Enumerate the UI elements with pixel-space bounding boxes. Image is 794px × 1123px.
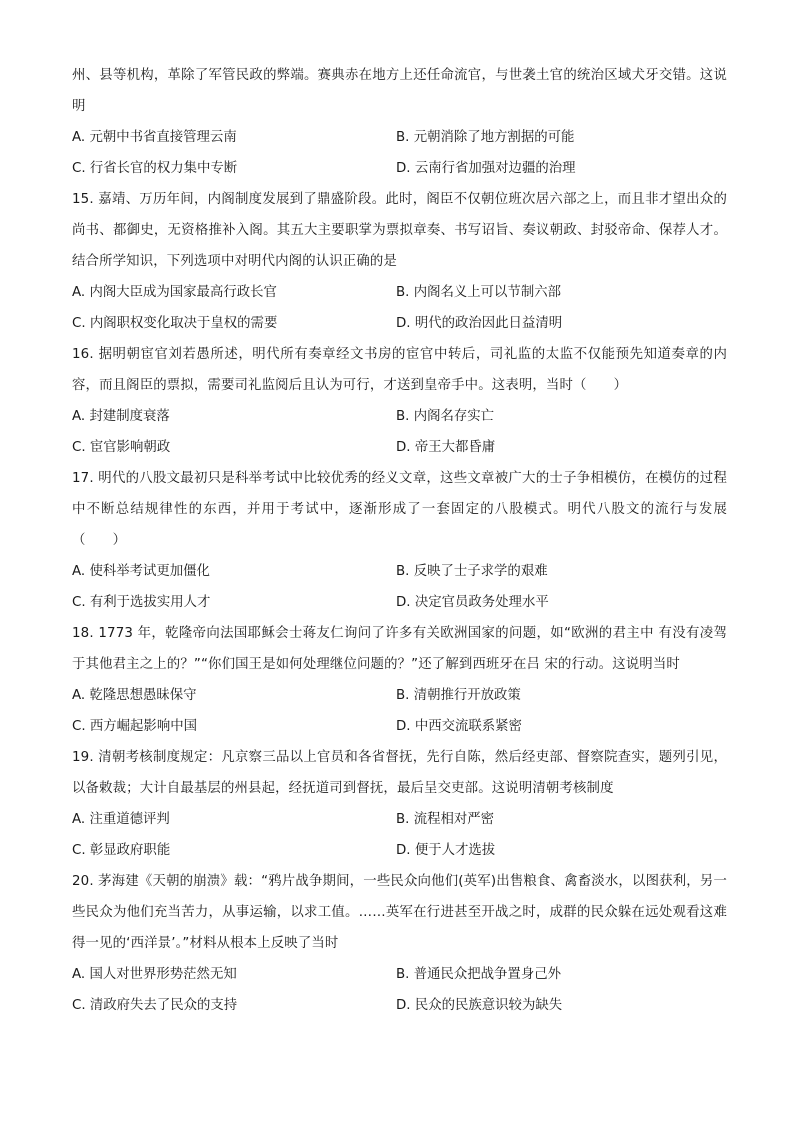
option-a[interactable]: A. 封建制度衰落 [72,409,170,424]
option-c[interactable]: C. 内阁职权变化取决于皇权的需要 [72,316,278,331]
option-c[interactable]: C. 彰显政府职能 [72,843,171,858]
option-d[interactable]: D. 明代的政治因此日益清明 [396,316,563,331]
option-d[interactable]: D. 民众的民族意识较为缺失 [396,998,563,1013]
question-18 [72,618,727,742]
option-b[interactable]: B. 内阁名义上可以节制六部 [396,285,561,300]
option-a[interactable]: A. 国人对世界形势茫然无知 [72,967,237,982]
option-a[interactable]: A. 元朝中书省直接管理云南 [72,130,237,145]
option-d[interactable]: D. 云南行省加强对边疆的治理 [396,161,576,176]
option-b[interactable]: B. 元朝消除了地方割据的可能 [396,130,575,145]
question-stem: 20. 茅海建《天朝的崩溃》载：“鸦片战争期间，一些民众向他们(英军)出售粮食、禽畜淡水，以图获利，另一些民众为他们充当苦力，从事运输，以求工值。……英军在行进甚至开战之时，成群的民众躲在远处观看这难得一见的‘西洋景’。”材料从根本上反映了当时 [72,874,727,951]
option-a[interactable]: A. 使科举考试更加僵化 [72,564,210,579]
question-stem: 18. 1773 年，乾隆帝向法国耶稣会士蒋友仁询问了许多有关欧洲国家的问题，如“欧洲的君主中 有没有凌驾于其他君主之上的？”“你们国王是如何处理继位问题的？”还了解到西班牙在吕 宋的行动。这说明当时 [72,626,727,672]
question-stem: 州、县等机构，革除了军管民政的弊端。赛典赤在地方上还任命流官，与世袭土官的统治区域犬牙交错。这说明 [72,68,727,114]
option-b[interactable]: B. 普通民众把战争置身己外 [396,967,561,982]
question-15 [72,184,727,339]
options-grid [72,959,727,1021]
question-stem: 17. 明代的八股文最初只是科举考试中比较优秀的经义文章，这些文章被广大的士子争相模仿，在模仿的过程中不断总结规律性的东西，并用于考试中，逐渐形成了一套固定的八股模式。明代八股文的流行与发展（ ） [72,471,727,548]
option-c[interactable]: C. 清政府失去了民众的支持 [72,998,238,1013]
option-d[interactable]: D. 帝王大都昏庸 [396,440,496,455]
options-grid [72,401,727,463]
options-grid [72,680,727,742]
option-d[interactable]: D. 决定官员政务处理水平 [396,595,549,610]
question-19 [72,742,727,866]
question-20 [72,866,727,1021]
options-grid [72,556,727,618]
option-c[interactable]: C. 有利于选拔实用人才 [72,595,211,610]
option-d[interactable]: D. 中西交流联系紧密 [396,719,522,734]
option-a[interactable]: A. 乾隆思想愚昧保守 [72,688,197,703]
question-stem: 16. 据明朝宦官刘若愚所述，明代所有奏章经文书房的宦官中转后，司礼监的太监不仅能预先知道奏章的内容，而且阁臣的票拟，需要司礼监阅后且认为可行，才送到皇帝手中。这表明，当时（ ） [72,347,727,393]
option-d[interactable]: D. 便于人才选拔 [396,843,496,858]
question-17 [72,463,727,618]
option-b[interactable]: B. 反映了士子求学的艰难 [396,564,548,579]
option-c[interactable]: C. 宦官影响朝政 [72,440,171,455]
option-c[interactable]: C. 西方崛起影响中国 [72,719,197,734]
option-b[interactable]: B. 流程相对严密 [396,812,495,827]
question-stem: 15. 嘉靖、万历年间，内阁制度发展到了鼎盛阶段。此时，阁臣不仅朝位班次居六部之上，而且非才望出众的尚书、都御史，无资格推补入阁。其五大主要职掌为票拟章奏、书写诏旨、奏议朝政、封驳帝命、保荐人才。结合所学知识，下列选项中对明代内阁的认识正确的是 [72,192,727,269]
options-grid [72,277,727,339]
question-stem: 19. 清朝考核制度规定：凡京察三品以上官员和各省督抚，先行自陈，然后经吏部、督察院查实，题列引见，以备敕裁；大计自最基层的州县起，经抚道司到督抚，最后呈交吏部。这说明清朝考核制度 [72,750,727,796]
option-c[interactable]: C. 行省长官的权力集中专断 [72,161,238,176]
option-b[interactable]: B. 清朝推行开放政策 [396,688,521,703]
option-a[interactable]: A. 注重道德评判 [72,812,170,827]
exam-page [72,60,727,1021]
question-14-continued [72,60,727,184]
options-grid [72,804,727,866]
option-b[interactable]: B. 内阁名存实亡 [396,409,495,424]
question-16 [72,339,727,463]
option-a[interactable]: A. 内阁大臣成为国家最高行政长官 [72,285,277,300]
options-grid [72,122,727,184]
